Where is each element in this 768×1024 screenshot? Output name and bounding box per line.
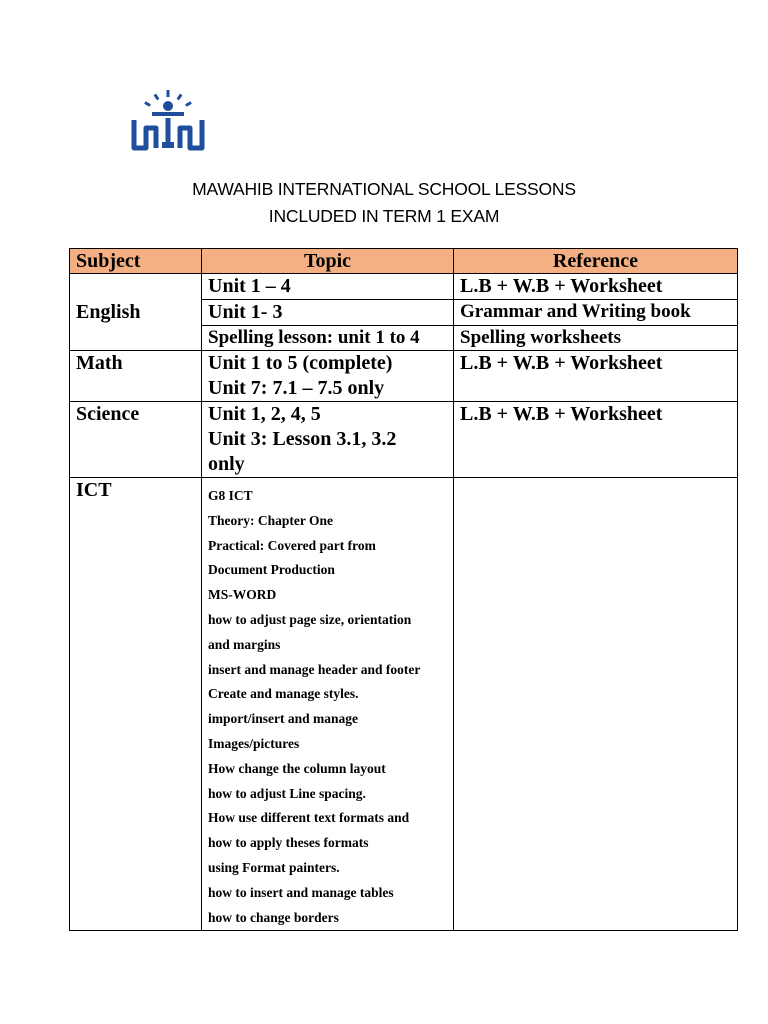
science-topic-line-2: Unit 3: Lesson 3.1, 3.2 xyxy=(208,428,397,450)
ict-topic-line: How change the column layout xyxy=(208,760,386,776)
english-reference-3: Spelling worksheets xyxy=(454,326,738,351)
math-reference: L.B + W.B + Worksheet xyxy=(454,351,738,402)
ict-topic-line: how to adjust page size, orientation xyxy=(208,611,412,627)
science-topic-line-3: only xyxy=(208,453,245,475)
ict-topic-line: how to adjust Line spacing. xyxy=(208,785,366,801)
ict-topic-line: how to apply theses formats xyxy=(208,835,369,851)
table-row xyxy=(70,402,738,478)
science-reference: L.B + W.B + Worksheet xyxy=(454,402,738,478)
school-logo xyxy=(128,90,208,154)
header-topic: Topic xyxy=(202,249,454,274)
ict-topic-line: Theory: Chapter One xyxy=(208,512,333,528)
english-topic-1: Unit 1 – 4 xyxy=(202,274,454,300)
header-reference: Reference xyxy=(454,249,738,274)
ict-topic-line: Images/pictures xyxy=(208,735,300,751)
ict-topic-line: how to insert and manage tables xyxy=(208,884,394,900)
header-subject: Subject xyxy=(70,249,202,274)
table-row xyxy=(70,478,738,931)
title-line-1: MAWAHIB INTERNATIONAL SCHOOL LESSONS xyxy=(192,179,576,199)
subject-science: Science xyxy=(70,402,202,478)
english-topic-3: Spelling lesson: unit 1 to 4 xyxy=(202,326,454,351)
ict-reference xyxy=(454,478,738,931)
table-header-row xyxy=(70,249,738,274)
english-reference-1: L.B + W.B + Worksheet xyxy=(454,274,738,300)
ict-topic-line: G8 ICT xyxy=(208,488,253,503)
ict-topic-line: how to change borders xyxy=(208,909,339,925)
english-topic-2: Unit 1- 3 xyxy=(202,300,454,326)
english-reference-2: Grammar and Writing book xyxy=(454,300,738,326)
title-line-2: INCLUDED IN TERM 1 EXAM xyxy=(268,206,500,226)
math-topic-line-1: Unit 1 to 5 (complete) xyxy=(208,352,393,374)
table-row xyxy=(70,274,738,300)
math-topic-line-2: Unit 7: 7.1 – 7.5 only xyxy=(208,377,385,399)
ict-topic-line: insert and manage header and footer xyxy=(208,661,421,677)
ict-topic-line: using Format painters. xyxy=(208,859,340,875)
ict-topic-line: Create and manage styles. xyxy=(208,686,359,702)
subject-math: Math xyxy=(70,351,202,402)
ict-topic-line: import/insert and manage xyxy=(208,711,358,727)
ict-topic-line: and margins xyxy=(208,636,281,652)
science-topic xyxy=(202,402,454,478)
ict-topic-line: Practical: Covered part from xyxy=(208,537,376,553)
ict-topic-line: MS-WORD xyxy=(208,587,277,603)
subject-english: English xyxy=(70,274,202,351)
math-topic xyxy=(202,351,454,402)
ict-topic xyxy=(202,478,454,931)
document-title xyxy=(0,176,768,230)
lessons-table xyxy=(69,248,738,931)
table-row xyxy=(70,351,738,402)
ict-topic-line: Document Production xyxy=(208,562,335,578)
ict-topic-line: How use different text formats and xyxy=(208,810,410,826)
subject-ict: ICT xyxy=(70,478,202,931)
science-topic-line-1: Unit 1, 2, 4, 5 xyxy=(208,403,321,425)
